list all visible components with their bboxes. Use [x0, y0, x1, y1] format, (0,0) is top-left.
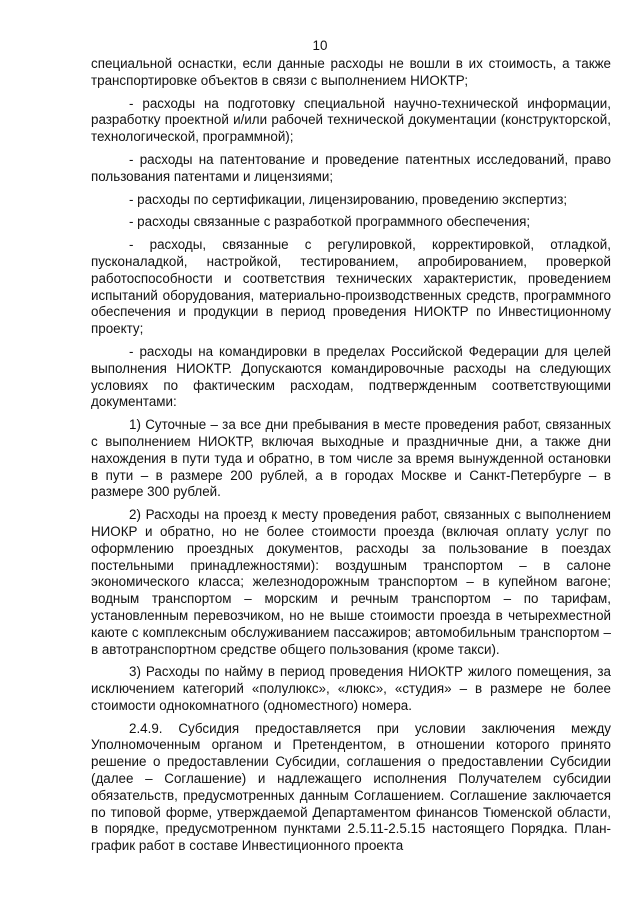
list-item: - расходы по сертификации, лицензированию, проведению экспертиз; — [129, 191, 568, 207]
page-number: 10 — [312, 38, 328, 53]
list-item: - расходы на патентование и проведение патентных исследований, право пользования патентами и лицензиями; — [91, 151, 611, 184]
list-item: - расходы, связанные с регулировкой, корректировкой, отладкой, пусконаладкой, настройкой, тестированием, апробированием, проверкой работоспособности и соответствия технических характеристик, проведением испытаний оборудования, материально-производственных средств, программного обеспечения и продукции в период проведения НИОКТР по Инвестиционному проекту; — [91, 237, 611, 337]
numbered-item: 1) Суточные – за все дни пребывания в месте проведения работ, связанных с выполнением НИОКТР, включая выходные и праздничные дни, а также дни нахождения в пути туда и обратно, в том числе за время вынужденной остановки в пути – в размере 200 рублей, а в городах Москве и Санкт-Петербурге – в размере 300 рублей. — [91, 417, 611, 500]
list-item: - расходы на подготовку специальной научно-технической информации, разработку проектной и/или рабочей технической документации (конструкторской, технологической, программной); — [91, 95, 611, 145]
paragraph: специальной оснастки, если данные расходы не вошли в их стоимость, а также транспортировке объектов в связи с выполнением НИОКТР; — [91, 56, 611, 88]
numbered-item: 2) Расходы на проезд к месту проведения работ, связанных с выполнением НИОКР и обратно, но не более стоимости проезда (включая оплату услуг по оформлению проездных документов, расходы за пользование в поездах постельными принадлежностями): воздушным транспортом – в салоне экономического класса; железнодорожным транспортом – в купейном вагоне; водным транспортом – морским и речным транспортом – по тарифам, установленным перевозчиком, но не выше стоимости проезда в четырехместной каюте с комплексным обслуживанием пассажиров; автомобильным транспортом – в автотранспортном средстве общего пользования (кроме такси). — [91, 507, 611, 657]
section-paragraph: 2.4.9. Субсидия предоставляется при условии заключения между Уполномоченным органом и Претендентом, в отношении которого принято решение о предоставлении Субсидии, соглашения о предоставлении Субсидии (далее – Соглашение) и надлежащего исполнения Получателем субсидии обязательств, предусмотренных данным Соглашением. Соглашение заключается по типовой форме, утверждаемой Департаментом финансов Тюменской области, в порядке, предусмотренном пунктами 2.5.11-2.5.15 настоящего Порядка. План-график работ в составе Инвестиционного проекта — [91, 720, 611, 854]
list-item: - расходы на командировки в пределах Российской Федерации для целей выполнения НИОКТР. Допускаются командировочные расходы на следующих условиях по фактическим расходам, подтвержденным соответствующими документами: — [91, 343, 611, 410]
numbered-item: 3) Расходы по найму в период проведения НИОКТР жилого помещения, за исключением категорий «полулюкс», «люкс», «студия» – в размере не более стоимости однокомнатного (одноместного) номера. — [91, 664, 611, 713]
document-body — [91, 56, 611, 855]
list-item: - расходы связанные с разработкой программного обеспечения; — [129, 214, 531, 230]
